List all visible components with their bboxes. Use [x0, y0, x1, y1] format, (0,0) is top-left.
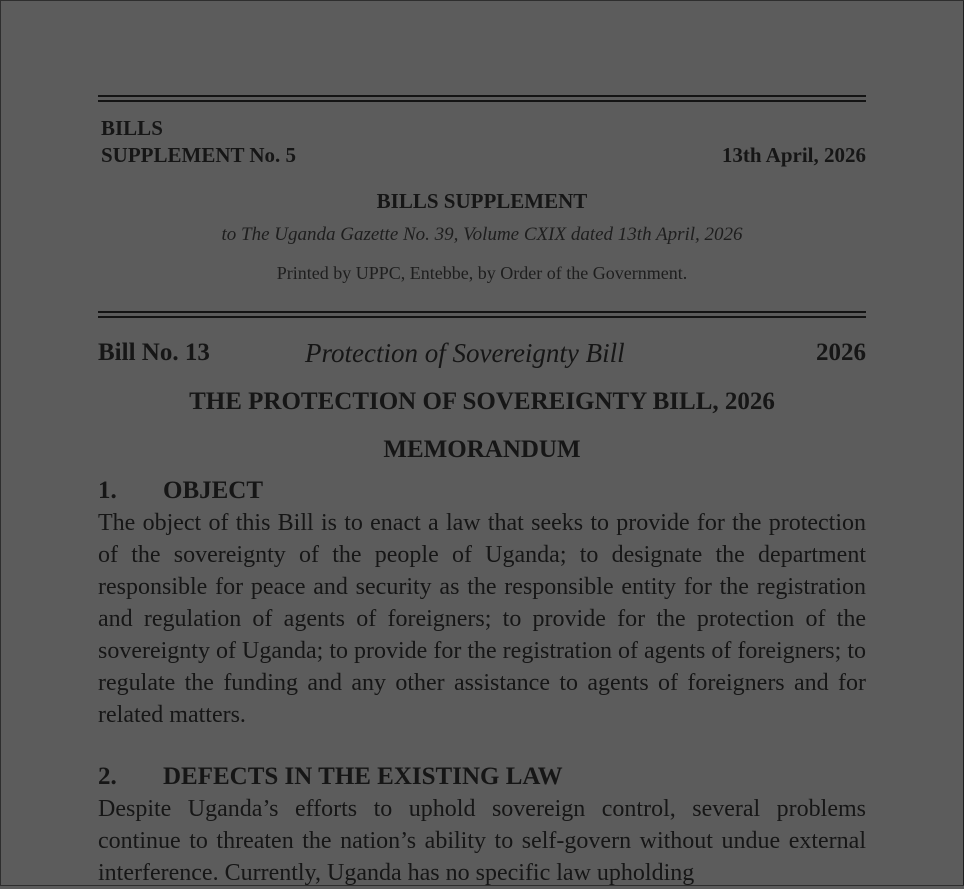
bill-year: 2026: [816, 339, 866, 366]
memorandum-heading: MEMORANDUM: [383, 436, 581, 463]
supplement-series-label: [101, 115, 296, 169]
section-text-defects: Despite Uganda’s efforts to uphold sovereign control, several problems continue to threaten the nation’s ability to self-govern without undue external interference. Currently, Uganda has no specific law upholding: [98, 796, 866, 886]
bill-short-title: Protection of Sovereignty Bill: [305, 338, 625, 368]
section-title: DEFECTS IN THE EXISTING LAW: [163, 763, 563, 790]
gazette-header: [98, 102, 866, 167]
supplement-title: BILLS SUPPLEMENT: [376, 189, 588, 213]
section-title: OBJECT: [163, 477, 264, 504]
bill-title: THE PROTECTION OF SOVEREIGNTY BILL, 2026: [189, 388, 775, 415]
series-line-1: BILLS: [101, 116, 163, 140]
section-heading-defects: [98, 761, 866, 793]
section-number: 1.: [98, 477, 117, 504]
gazette-reference: to The Uganda Gazette No. 39, Volume CXIX dated 13th April, 2026: [221, 224, 743, 245]
document-page: [98, 95, 866, 889]
printer-line: Printed by UPPC, Entebbe, by Order of the Government.: [276, 263, 688, 283]
top-double-rule: [98, 95, 866, 102]
supplement-date: 13th April, 2026: [721, 143, 866, 167]
series-line-2: SUPPLEMENT No. 5: [101, 143, 297, 167]
section-heading-object: [98, 475, 866, 507]
section-text-object: The object of this Bill is to enact a law that seeks to provide for the protection of the sovereignty of the people of Uganda; to designate the department responsible for peace and security as the responsible entity for the registration and regulation of agents of foreigners; to provide for the protection of the sovereignty of Uganda; to provide for the registration of agents of foreigners; to regulate the funding and any other assistance to agents of foreigners and for related matters.: [98, 510, 866, 728]
section-number: 2.: [98, 763, 117, 790]
header-bottom-double-rule: [98, 311, 866, 318]
bill-number: Bill No. 13: [98, 339, 210, 366]
bill-running-header: [98, 336, 866, 374]
